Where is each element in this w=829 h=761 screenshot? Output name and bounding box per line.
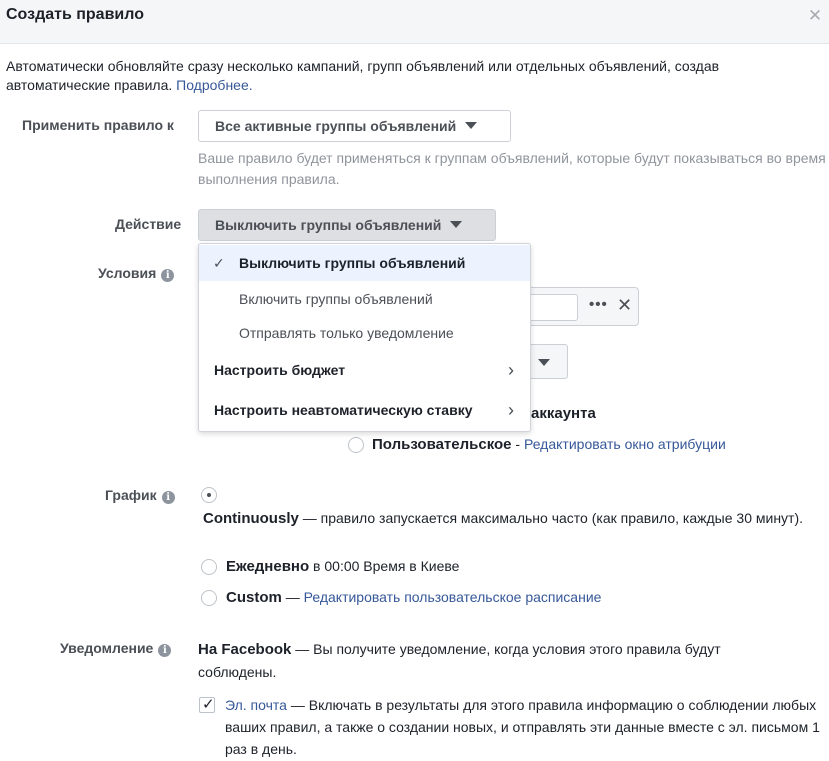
edit-custom-schedule-link[interactable]: Редактировать пользовательское расписание bbox=[303, 589, 602, 605]
intro-text bbox=[6, 57, 806, 95]
action-dropdown-menu bbox=[198, 243, 531, 432]
notification-facebook-desc: — Вы получите уведомление, когда условия этого правила будут соблюдены. bbox=[198, 641, 721, 680]
conditions-label bbox=[98, 265, 174, 282]
schedule-continuous-desc: — правило запускается максимально часто (как правило, каждые 30 минут). bbox=[298, 510, 804, 526]
caret-down-icon bbox=[450, 221, 462, 228]
chevron-right-icon: › bbox=[508, 400, 514, 420]
schedule-continuous-title: Continuously bbox=[203, 510, 299, 527]
notification-email-option bbox=[225, 694, 820, 760]
menu-item-adjust-budget[interactable] bbox=[199, 352, 530, 388]
action-value: Выключить группы объявлений bbox=[215, 217, 442, 233]
chevron-right-icon: › bbox=[508, 360, 514, 380]
schedule-daily-desc: в 00:00 Время в Киеве bbox=[309, 558, 460, 574]
schedule-custom-sep: — bbox=[281, 589, 304, 605]
notification-label bbox=[60, 640, 171, 657]
checkmark-icon: ✓ bbox=[213, 255, 225, 271]
schedule-continuous-option bbox=[203, 507, 813, 530]
conditions-label-text: Условия bbox=[98, 265, 157, 281]
menu-item-notify-only[interactable] bbox=[199, 315, 530, 351]
schedule-label-text: График bbox=[105, 487, 157, 503]
learn-more-link[interactable]: Подробнее. bbox=[176, 77, 253, 93]
notification-label-text: Уведомление bbox=[60, 640, 154, 656]
menu-item-label: Выключить группы объявлений bbox=[239, 255, 466, 271]
apply-rule-value: Все активные группы объявлений bbox=[215, 118, 457, 134]
notification-facebook-title: На Facebook bbox=[198, 641, 292, 658]
menu-item-label: Настроить бюджет bbox=[214, 362, 346, 378]
info-icon[interactable]: i bbox=[162, 491, 175, 504]
notification-email-desc: — Включать в результаты для этого правила информацию о соблюдении любых ваших правил, а также о создании новых, и отправлять эти данные вместе с эл. письмом 1 раз в день. bbox=[225, 697, 820, 757]
dialog-title: Создать правило bbox=[6, 6, 144, 23]
menu-item-turn-on[interactable] bbox=[199, 281, 530, 317]
menu-item-label: Отправлять только уведомление bbox=[239, 325, 454, 341]
action-label: Действие bbox=[115, 216, 182, 232]
apply-rule-dropdown[interactable] bbox=[198, 110, 511, 142]
menu-item-label: Настроить неавтоматическую ставку bbox=[214, 402, 473, 418]
caret-down-icon bbox=[538, 359, 550, 366]
check-icon: ✓ bbox=[202, 696, 215, 713]
intro-description: Автоматически обновляйте сразу несколько кампаний, групп объявлений или отдельных объявлений, создав автоматические правила. bbox=[6, 58, 720, 93]
schedule-daily-radio[interactable] bbox=[201, 559, 217, 575]
info-icon[interactable]: i bbox=[161, 269, 174, 282]
apply-rule-label: Применить правило к bbox=[22, 117, 174, 133]
caret-down-icon bbox=[465, 122, 477, 129]
menu-item-adjust-bid[interactable] bbox=[199, 392, 530, 428]
info-icon[interactable]: i bbox=[158, 644, 171, 657]
attribution-custom-radio[interactable] bbox=[348, 437, 364, 453]
attribution-custom-sep: - bbox=[511, 436, 524, 452]
email-link[interactable]: Эл. почта bbox=[225, 697, 287, 713]
schedule-label bbox=[105, 487, 175, 504]
condition-row bbox=[520, 287, 639, 326]
schedule-continuous-radio[interactable] bbox=[201, 487, 217, 503]
attribution-account-text: аккаунта bbox=[531, 405, 596, 422]
action-dropdown[interactable] bbox=[198, 209, 496, 241]
schedule-custom-option bbox=[226, 589, 601, 606]
apply-rule-helper: Ваше правило будет применяться к группам объявлений, которые будут показываться во время выполнения правила. bbox=[198, 150, 826, 187]
notification-facebook-option bbox=[198, 638, 798, 683]
schedule-custom-radio[interactable] bbox=[201, 590, 217, 606]
attribution-custom-label: Пользовательское bbox=[372, 436, 512, 453]
schedule-daily-option bbox=[226, 558, 459, 575]
close-icon[interactable]: ✕ bbox=[807, 6, 823, 25]
menu-item-turn-off[interactable] bbox=[199, 245, 530, 281]
edit-attribution-link[interactable]: Редактировать окно атрибуции bbox=[523, 436, 726, 452]
attribution-custom-option bbox=[372, 436, 726, 453]
remove-condition-icon[interactable]: ✕ bbox=[617, 295, 633, 315]
dialog-header bbox=[0, 0, 829, 44]
more-options-icon[interactable]: ••• bbox=[589, 296, 608, 313]
schedule-custom-title: Custom bbox=[226, 589, 282, 606]
email-notification-checkbox[interactable] bbox=[199, 697, 215, 713]
menu-item-label: Включить группы объявлений bbox=[239, 291, 433, 307]
schedule-daily-title: Ежедневно bbox=[226, 558, 310, 575]
